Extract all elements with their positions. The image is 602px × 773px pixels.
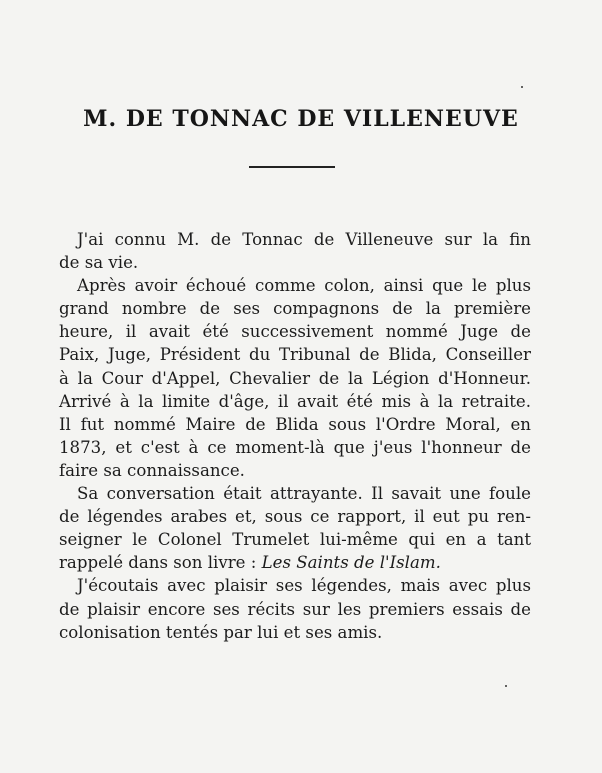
paragraph-3-line-2: de légendes arabes et, sous ce rapport, il eut pu ren-: [59, 507, 531, 527]
paragraph-2-line-3: heure, il avait été successivement nommé Juge de: [59, 322, 531, 342]
chapter-title: M. DE TONNAC DE VILLENEUVE: [83, 106, 519, 132]
paragraph-3-line-1: Sa conversation était attrayante. Il savait une foule: [77, 484, 531, 504]
paragraph-2-line-5: à la Cour d'Appel, Chevalier de la Légion d'Honneur.: [59, 368, 531, 388]
paragraph-2-line-7: Il fut nommé Maire de Blida sous l'Ordre Moral, en: [59, 414, 531, 434]
print-speck: [505, 685, 507, 687]
paragraph-3-line-4: [59, 551, 531, 574]
paragraph-1-line-1: J'ai connu M. de Tonnac de Villeneuve sur la fin: [77, 230, 531, 249]
paragraph-2-line-4: Paix, Juge, Président du Tribunal de Blida, Conseiller: [59, 345, 531, 365]
paragraph-2-line-6: Arrivé à la limite d'âge, il avait été mis à la retraite.: [59, 391, 531, 411]
paragraph-4-line-1: J'écoutais avec plaisir ses légendes, mais avec plus: [77, 576, 531, 596]
chapter-body: [59, 228, 531, 644]
paragraph-3-line-4-text: rappelé dans son livre :: [59, 553, 262, 573]
book-title-citation: Les Saints de l'Islam.: [261, 553, 441, 573]
paragraph-3-line-3: seigner le Colonel Trumelet lui-même qui en a tant: [59, 530, 531, 550]
paragraph-1-line-2: de sa vie.: [59, 253, 139, 273]
paragraph-4-line-3: colonisation tentés par lui et ses amis.: [59, 622, 383, 642]
paragraph-2-line-9: faire sa connaissance.: [59, 460, 245, 480]
title-divider: [249, 166, 335, 168]
paragraph-4-line-2: de plaisir encore ses récits sur les premiers essais de: [59, 599, 531, 619]
paragraph-2-line-1: Après avoir échoué comme colon, ainsi que le plus: [77, 276, 531, 296]
paragraph-2-line-2: grand nombre de ses compagnons de la première: [59, 299, 531, 319]
paragraph-2-line-8: 1873, et c'est à ce moment-là que j'eus l'honneur de: [59, 437, 531, 457]
print-speck: [521, 86, 523, 88]
